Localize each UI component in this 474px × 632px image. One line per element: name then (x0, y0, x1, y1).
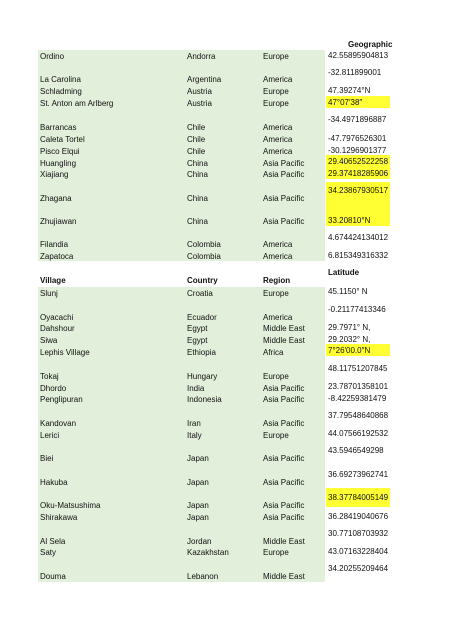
country-cell: Andorra (187, 52, 216, 61)
country-cell: Chile (187, 147, 206, 156)
coord-cell: 47°07′38″ (328, 98, 363, 107)
village-cell: Slunj (40, 289, 58, 298)
country-cell: Austria (187, 87, 212, 96)
coord-cell: 43.5946549298 (328, 446, 384, 455)
coord-cell: 36.69273962741 (328, 470, 389, 479)
country-cell: Colombia (187, 240, 221, 249)
region-cell: America (263, 147, 293, 156)
region-cell: America (263, 240, 293, 249)
country-cell: Hungary (187, 372, 218, 381)
region-cell: Asia Pacific (263, 501, 305, 510)
village-cell: Huangling (40, 159, 77, 168)
village-cell: Zhujiawan (40, 217, 77, 226)
coord-cell: 45.1150° N (328, 287, 368, 296)
coord-cell: 23.78701358101 (328, 382, 389, 391)
region-cell: Europe (263, 372, 289, 381)
country-cell: Indonesia (187, 395, 222, 404)
coord-cell: 6.815349316332 (328, 251, 389, 260)
region-cell: Middle East (263, 572, 305, 581)
coord-cell: 29.37418285906 (328, 169, 389, 178)
country-cell: Italy (187, 431, 202, 440)
region-cell: Europe (263, 52, 289, 61)
coord-cell: -34.4971896887 (328, 115, 387, 124)
region-cell: Asia Pacific (263, 395, 305, 404)
country-cell: China (187, 194, 208, 203)
village-cell: St. Anton am Arlberg (40, 99, 114, 108)
village-header: Village (40, 276, 66, 285)
village-cell: Al Sela (40, 537, 66, 546)
country-cell: Egypt (187, 324, 208, 333)
region-cell: America (263, 135, 293, 144)
coord-cell: -30.1296901377 (328, 146, 387, 155)
region-cell: Asia Pacific (263, 159, 305, 168)
region-cell: Europe (263, 289, 289, 298)
coord-cell: 48.11751207845 (328, 364, 388, 373)
region-cell: America (263, 75, 293, 84)
region-cell: Europe (263, 99, 289, 108)
region-cell: Europe (263, 87, 289, 96)
coord-cell: -8.42259381479 (328, 394, 387, 403)
region-cell: Asia Pacific (263, 170, 305, 179)
latitude-header: Latitude (328, 268, 360, 277)
country-cell: Colombia (187, 252, 221, 261)
country-cell: Egypt (187, 336, 208, 345)
country-cell: China (187, 170, 208, 179)
region-cell: Middle East (263, 336, 305, 345)
geographic-header: Geographic (348, 40, 393, 49)
village-cell: Shirakawa (40, 513, 78, 522)
region-cell: Asia Pacific (263, 217, 305, 226)
village-cell: Tokaj (40, 372, 59, 381)
village-cell: Pisco Elqui (40, 147, 80, 156)
region-cell: Asia Pacific (263, 454, 305, 463)
coord-cell: 44.07566192532 (328, 429, 389, 438)
country-cell: Japan (187, 501, 209, 510)
village-cell: Biei (40, 454, 54, 463)
country-cell: Japan (187, 478, 209, 487)
region-cell: Europe (263, 431, 289, 440)
region-cell: Asia Pacific (263, 419, 305, 428)
coord-cell: 4.674424134012 (328, 233, 389, 242)
region-cell: America (263, 123, 293, 132)
coord-cell: 33.20810°N (328, 216, 371, 225)
country-cell: Argentina (187, 75, 222, 84)
region-cell: Asia Pacific (263, 478, 305, 487)
region-cell: Asia Pacific (263, 194, 305, 203)
region-cell: Middle East (263, 324, 305, 333)
village-cell: Penglipuran (40, 395, 83, 404)
country-cell: Jordan (187, 537, 212, 546)
region-cell: Africa (263, 348, 284, 357)
country-cell: Croatia (187, 289, 213, 298)
coord-cell: 47.39274°N (328, 86, 371, 95)
coord-cell: 34.20255209464 (328, 564, 389, 573)
village-cell: Dhordo (40, 384, 67, 393)
coord-cell: 29.7971° N, (328, 323, 371, 332)
coord-cell: 38.37784005149 (328, 493, 389, 502)
village-cell: Schladming (40, 87, 82, 96)
coord-cell: 30.77108703932 (328, 529, 389, 538)
country-cell: Ethiopia (187, 348, 216, 357)
coord-cell: -47.7976526301 (328, 134, 387, 143)
coord-cell: 34.23867930517 (328, 186, 389, 195)
region-header: Region (263, 276, 291, 285)
region-cell: Europe (263, 548, 289, 557)
village-cell: La Carolina (40, 75, 81, 84)
village-cell: Xiajiang (40, 170, 69, 179)
country-cell: Japan (187, 454, 209, 463)
village-cell: Zapatoca (40, 252, 74, 261)
country-cell: China (187, 217, 208, 226)
country-cell: India (187, 384, 205, 393)
coord-cell: 42.55895904813 (328, 51, 389, 60)
village-cell: Oku-Matsushima (40, 501, 101, 510)
country-cell: Austria (187, 99, 212, 108)
village-cell: Douma (40, 572, 66, 581)
region-cell: Asia Pacific (263, 384, 305, 393)
country-cell: Japan (187, 513, 209, 522)
village-cell: Kandovan (40, 419, 77, 428)
region-cell: Middle East (263, 537, 305, 546)
village-cell: Saty (40, 548, 57, 557)
village-cell: Barrancas (40, 123, 77, 132)
village-cell: Lephis Village (40, 348, 90, 357)
coord-cell: 29.2032° N, (328, 335, 371, 344)
coord-cell: -32.811899001 (328, 68, 382, 77)
coord-cell: 43.07163228404 (328, 547, 389, 556)
village-cell: Oyacachi (40, 313, 74, 322)
village-cell: Filandia (40, 240, 69, 249)
region-cell: Asia Pacific (263, 513, 305, 522)
country-cell: Chile (187, 123, 206, 132)
village-cell: Ordino (40, 52, 65, 61)
region-cell: America (263, 252, 293, 261)
country-cell: Ecuador (187, 313, 217, 322)
village-cell: Caleta Tortel (40, 135, 85, 144)
coord-cell: 36.28419040676 (328, 512, 389, 521)
coord-cell: 7°26′00.0″N (328, 346, 371, 355)
village-cell: Siwa (40, 336, 58, 345)
country-cell: Kazakhstan (187, 548, 229, 557)
coord-cell: -0.21177413346 (328, 305, 386, 314)
village-cell: Hakuba (40, 478, 68, 487)
country-cell: Iran (187, 419, 201, 428)
village-cell: Lerici (40, 431, 60, 440)
coord-cell: 37.79548640868 (328, 411, 389, 420)
country-cell: China (187, 159, 208, 168)
country-cell: Lebanon (187, 572, 219, 581)
village-cell: Dahshour (40, 324, 75, 333)
village-cell: Zhagana (40, 194, 72, 203)
country-header: Country (187, 276, 218, 285)
region-cell: America (263, 313, 293, 322)
country-cell: Chile (187, 135, 206, 144)
coord-cell: 29.40652522258 (328, 157, 389, 166)
